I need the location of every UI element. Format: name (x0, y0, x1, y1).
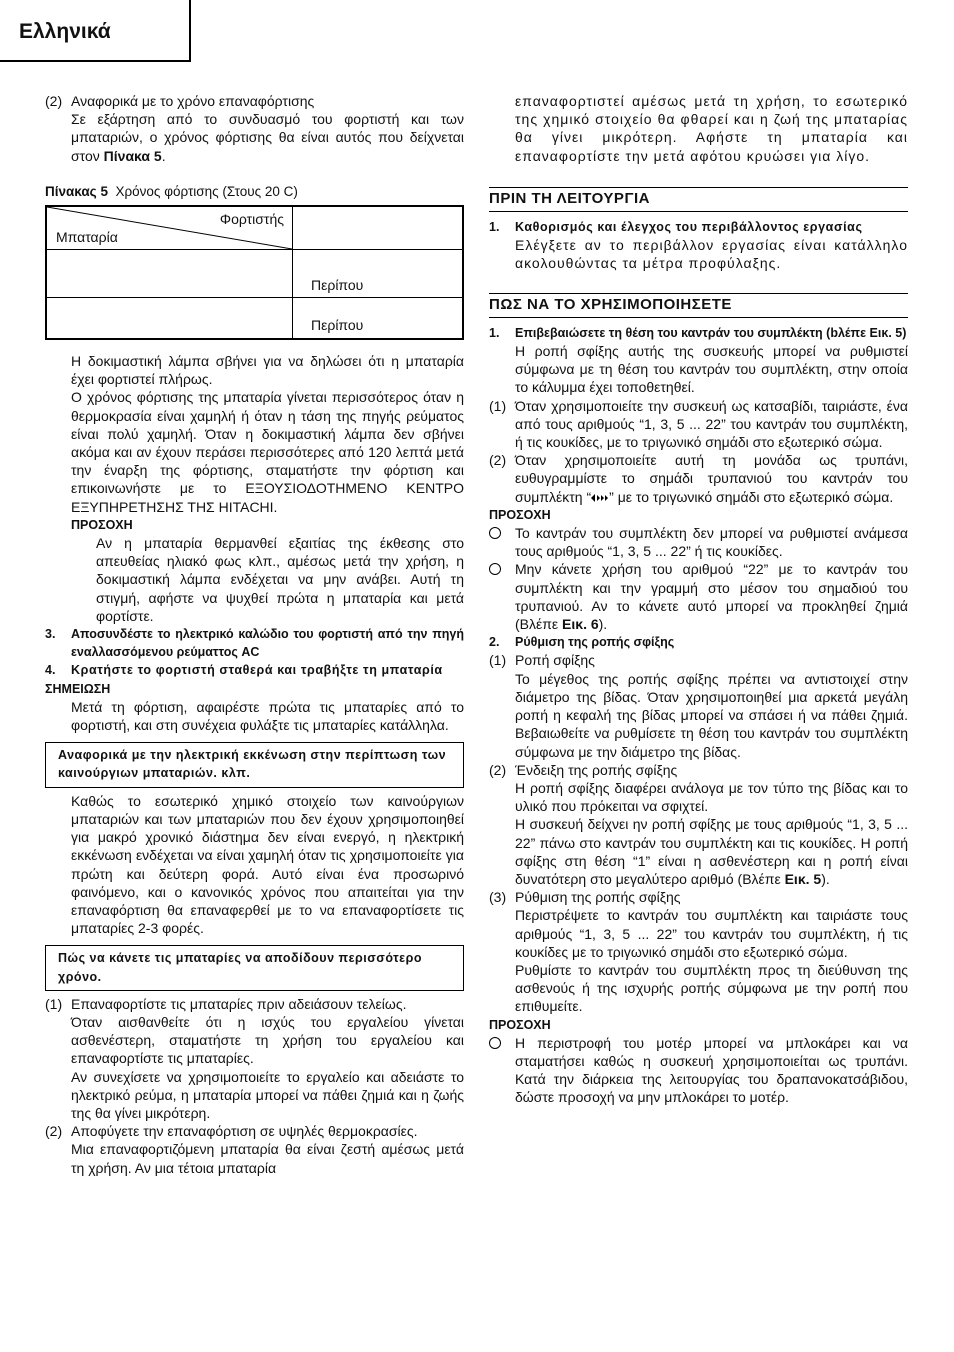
section-how-to-use: ΠΩΣ ΝΑ ΤΟ ΧΡΗΣΙΜΟΠΟΙΗΣΕΤΕ (489, 293, 908, 318)
note-text: Μετά τη φόρτιση, αφαιρέστε πρώτα τις μπαταρίες από το φορτιστή, και στη συνέχεια φυλάξτε τις μπαταρίες κατάλληλα. (71, 698, 464, 734)
language-label: Ελληνικά (19, 20, 111, 43)
circle-bullet-icon (489, 563, 501, 575)
circle-bullet-icon (489, 1037, 501, 1049)
table-cell-time-1: Περίπου (293, 250, 464, 298)
step-3: 3. Αποσυνδέστε το ηλεκτρικό καλώδιο του φορτιστή από την πηγή εναλλασσόμενου ρεύματτος AC (45, 627, 464, 660)
clutch-sub-2: (2) Όταν χρησιμοποιείτε αυτή τη μονάδα ως τρυπάνι, ευθυγραμμίστε το σημάδι τρυπανιού του καντράν του συμπλέκτη “ ” με το τριγωνικό σημάδι στο εξωτερικό σώμα. (489, 452, 908, 505)
charging-time-text: Σε εξάρτηση από το συνδυασμό του φορτιστή και των μπαταριών, ο χρόνος φόρτισης θα είναι αυτός που δείχνεται στον Πίνακα 5. (71, 111, 464, 164)
continued-text: επαναφορτιστεί αμέσως μετά τη χρήση, το εσωτερικό της χημικό στοιχείο θα φθαρεί και η ζωή της μπαταρίας θα γίνει μικρότερη. Αφήστε τη μπαταρία και επαναφορτίστε την μετά αφότου κρυώσει για λίγο. (515, 93, 908, 164)
table-cell-charger (293, 206, 464, 250)
caution-1-label: ΠΡΟΣΟΧΗ (489, 507, 551, 522)
note-label: ΣΗΜΕΙΩΣΗ (45, 681, 111, 696)
left-column (45, 92, 464, 1177)
table-caption: Πίνακας 5 Χρόνος φόρτισης (Στους 20 C) (45, 183, 298, 199)
env-check-text: Ελέγξετε αν το περιβάλλον εργασίας είναι κατάλληλο ακολουθώντας τα μέτρα προφύλαξης. (515, 237, 908, 272)
battery-item-2: (2) Αποφύγετε την επαναφόρτιση σε υψηλές θερμοκρασίες. (45, 1123, 418, 1140)
battery-item-2-p2: Μια επαναφορτιζόμενη μπαταρία θα είναι ζεστή αμέσως μετά τη χρήση. Αν μια τέτοια μπαταρία (71, 1141, 464, 1176)
new-battery-text: Καθώς το εσωτερικό χημικό στοιχείο των καινούργιων μπαταριών και των μπαταριών που δεν έχουν χρησιμοποιηθεί για μακρό χρονικό διάστημα δεν είναι ενεργό, η ηλεκτρική εκκένωση ενδέχεται να είναι χαμηλή όταν τις χρησιμοποιείτε για πρώτη και δεύτερη φορά. Αυτό είναι ένα προσωρινό φαινόμενο, και ο κανονικός χρόνος που απαιτείται για την επαναφόρτιση θα επαναφερθεί με το να επαναφορτίσετε τις μπαταρίες 2-3 φορές. (71, 792, 464, 937)
caution-2-bullet-1: Η περιστροφή του μοτέρ μπορεί να μπλοκάρει και να σταματήσει καθώς η συσκευή χρησιμοποιείται ως τρυπάνι. Κατά την διάρκεια της λειτουργίας του δραπανοκατσάβιδου, δώστε προσοχή να μην μπλοκάρει το μοτέρ. (489, 1034, 908, 1107)
torque-sub-1: (1) Ροπή σφίξης (489, 652, 595, 669)
step-4: 4. Κρατήστε το φορτιστή σταθερά και τραβήξτε τη μπαταρία (45, 663, 443, 678)
clutch-dial-text: Η ροπή σφίξης αυτής της συσκευής μπορεί να ρυθμιστεί σύμφωνα με τη θέση του καντράν του συμπλέκτη, στην οποία το κάλυμμα έχει τοποθετηθεί. (515, 343, 908, 396)
right-column (489, 92, 908, 1107)
caution-2-label: ΠΡΟΣΟΧΗ (489, 1017, 551, 1032)
charging-time-table (45, 205, 464, 340)
section-before-operation: ΠΡΙΝ ΤΗ ΛΕΙΤΟΥΡΓΙΑ (489, 187, 908, 212)
torque-sub-3: (3) Ρύθμιση της ροπής σφίξης (489, 889, 681, 906)
clutch-dial-heading: 1. Επιβεβαιώσετε τη θέση του καντράν του συμπλέκτη (bλέπε Εικ. 5) (489, 325, 907, 340)
battery-life-box-heading: Πώς να κάνετε τις μπαταρίες να αποδίδουν περισσότερο χρόνο. (45, 945, 464, 990)
caution-1-bullet-2: Μην κάνετε χρήση του αριθμού “22” με το καντράν του συμπλέκτη και την γραμμή στο μέσον του σημαδιού του τρυπανιού. Αν το κάνετε αυτό μπορεί να προκληθεί ζημιά (Βλέπε Εικ. 6). (489, 560, 908, 633)
torque-heading: 2. Ρύθμιση της ροπής σφίξης (489, 635, 675, 650)
language-tab (0, 0, 191, 62)
caution-label: ΠΡΟΣΟΧΗ (71, 517, 133, 532)
battery-item-1-p2: Όταν αισθανθείτε ότι η ισχύς του εργαλείου γίνεται ασθενέστερη, σταματήστε τη χρήση του εργαλείου και επαναφορτίστε τις μπαταρίες. (71, 1013, 464, 1067)
lamp-text: Η δοκιμαστική λάμπα σβήνει για να δηλώσει ότι η μπαταρία έχει φορτιστεί πλήρως. (71, 353, 464, 388)
torque-sub-1-text: Το μέγεθος της ροπής σφίξης πρέπει να αντιστοιχεί στην διάμετρο της βίδας. Όταν χρησιμοποιηθεί μια αρκετά μεγάλη ροπή η κεφαλή της βίδας μπορεί να σπάσει ή να πάθει ζημιά. Βεβαιωθείτε να ρυθμίσετε τη θέση του καντράν του συμπλέκτη σύμφωνα με την διάμετρο της βίδας. (515, 670, 908, 760)
new-battery-box-heading: Αναφορικά με την ηλεκτρική εκκένωση στην περίπτωση των καινούργιων μπαταριών. κλπ. (45, 742, 464, 787)
table-header-diagonal: Φορτιστής Μπαταρία (46, 206, 293, 250)
table-cell-battery-1 (46, 250, 293, 298)
env-check-heading: 1. Καθορισμός και έλεγχος του περιβάλλοντος εργασίας (489, 220, 863, 235)
torque-sub-2-text2: Η συσκευή δείχνει ην ροπή σφίξης με τους αριθμούς “1, 3, 5 ... 22” πάνω στο καντράν του συμπλέκτη και τις κουκίδες. Η ροπή σφίξης στη θέση “1” είναι η ασθενέστερη και η ροπή είναι δυνατότερη στο μεγαλύτερο αριθμό (Βλέπε Εικ. 5). (515, 816, 908, 887)
torque-sub-2: (2) Ένδειξη της ροπής σφίξης (489, 761, 678, 778)
torque-sub-2-text: Η ροπή σφίξης διαφέρει ανάλογα με τον τύπο της βίδας και το υλικό που πρόκειται να σφιχτεί. (515, 779, 908, 815)
torque-sub-3-text: Περιστρέψετε το καντράν του συμπλέκτη και ταιριάστε τους αριθμούς “1, 3, 5 ... 22” του καντράν του συμπλέκτη, ή τις κουκίδες με το τριγωνικό σημάδι στο εξωτερικό σώμα. (515, 907, 908, 960)
charge-time-text: Ο χρόνος φόρτισης της μπαταρία γίνεται περισσότερος όταν η θερμοκρασία είναι χαμηλή ή όταν η τάση της πηγής ρεύματος είναι πολύ χαμηλή. Όταν η δοκιμαστική λάμπα δεν σβήνει ακόμα και αν έχουν περάσει περισσότερες από 120 λεπτά μετά την έναρξη της φόρτισης, σταματήστε την φόρτιση και επικοινωνήστε με το ΕΞΟΥΣΙΟΔΟΤΗΜΕΝΟ ΚΕΝΤΡΟ ΕΞΥΠΗΡΕΤΗΣΗΣ ΤΗΣ HITACHI. (71, 389, 464, 515)
battery-item-1-p3: Αν συνεχίσετε να χρησιμοποιείτε το εργαλείο και αδειάστε το ηλεκτρικό ρεύμα, η μπαταρία μπορεί να πάθει ζημιά και η ζωής της θα γίνει μικρότερη. (71, 1068, 464, 1121)
torque-sub-3-text2: Ρυθμίστε το καντράν του συμπλέκτη προς τη διεύθυνση της ασθενούς ή της ισχυρής ροπής σύμφωνα με την ροπή που επιθυμείτε. (515, 961, 908, 1015)
charging-time-heading: (2) Αναφορικά με το χρόνο επαναφόρτισης (45, 93, 315, 109)
table-cell-time-2: Περίπου (293, 298, 464, 340)
caution-text: Αν η μπαταρία θερμανθεί εξαιτίας της έκθεσης στο απευθείας ηλιακό φως κλπ., αμέσως μετά την χρήση, η δοκιμαστική λάμπα ενδέχεται να μην ανάβει. Αυτή τη στιγμή, αφήστε να ψυχθεί πρώτα η μπαταρία και μετά φορτίστε. (96, 535, 464, 624)
table-cell-battery-2 (46, 298, 293, 340)
battery-item-1: (1) Επαναφορτίστε τις μπαταρίες πριν αδειάσουν τελείως. (45, 995, 407, 1012)
circle-bullet-icon (489, 527, 501, 539)
clutch-sub-1: (1) Όταν χρησιμοποιείτε την συσκευή ως κατσαβίδι, ταιριάστε, ένα από τους αριθμούς “1, 3, 5 ... 22” του καντράν του συμπλέκτη, ή τις κουκίδες, με το τριγωνικό σημάδι στο εξωτερικό σώμα. (489, 397, 908, 451)
drill-mark-icon (591, 489, 609, 505)
caution-1-bullet-1: Το καντράν του συμπλέκτη δεν μπορεί να ρυθμιστεί ανάμεσα τους αριθμούς “1, 3, 5 ... 22” ή τις κουκίδες. (489, 524, 908, 560)
